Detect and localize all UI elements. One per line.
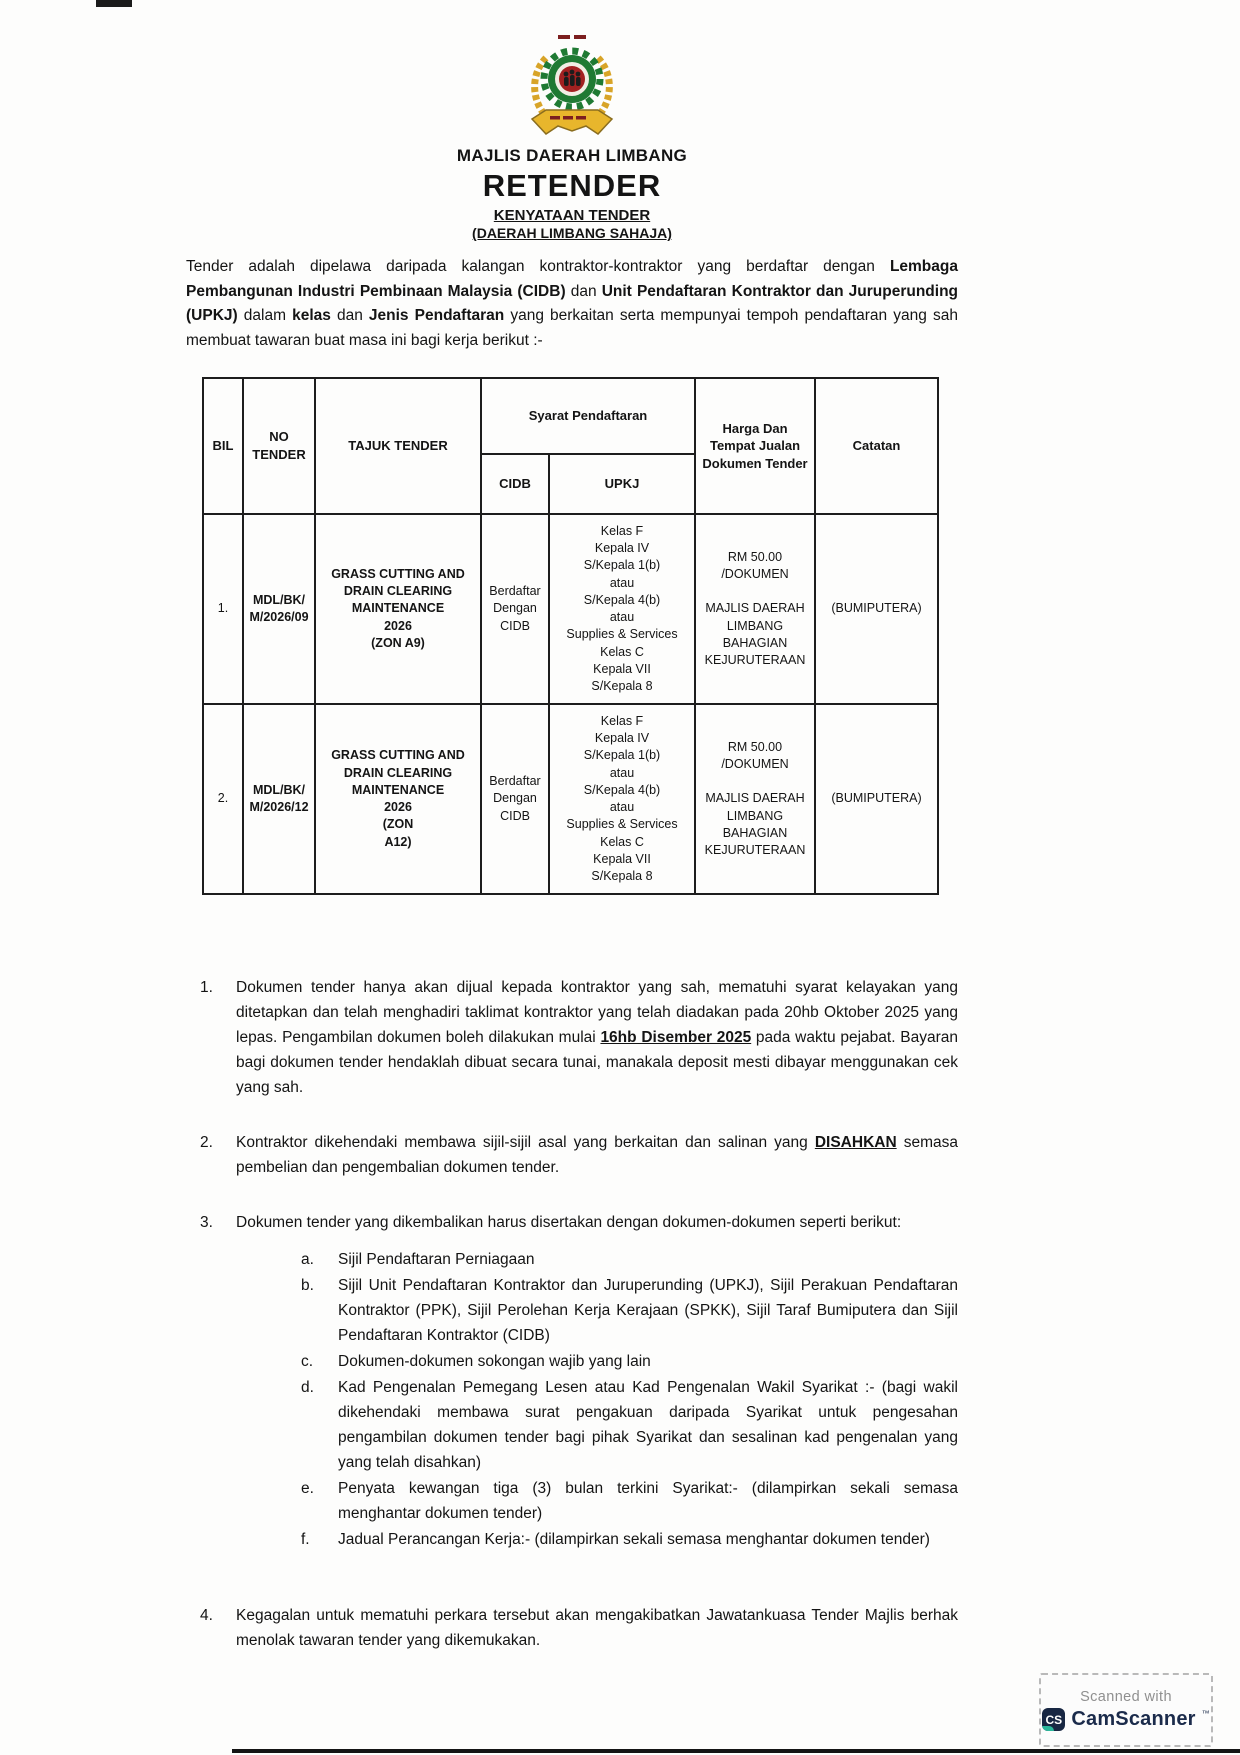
note-number: 1.	[200, 979, 213, 996]
camscanner-name: CamScanner	[1071, 1708, 1196, 1730]
document-header	[186, 34, 958, 241]
intro-text: Tender adalah dipelawa daripada kalangan kontraktor-kontraktor yang berdaftar dengan	[186, 258, 890, 275]
col-header-cidb: CIDB	[481, 454, 549, 514]
cell-bil: 1.	[203, 514, 243, 704]
council-crest-icon	[520, 34, 624, 140]
required-documents-list	[301, 1247, 958, 1552]
disahkan-emphasis: DISAHKAN	[814, 1134, 897, 1151]
note-2	[200, 1130, 958, 1180]
cell-upkj: Kelas F Kepala IV S/Kepala 1(b) atau S/Kepala 4(b) atau Supplies & Services Kelas C Kepala VII S/Kepala 8	[549, 704, 695, 894]
camscanner-badge	[1039, 1673, 1213, 1747]
deadline-emphasis: 16hb Disember 2025	[600, 1029, 752, 1046]
document-subtitle: KENYATAAN TENDER	[493, 207, 651, 224]
cell-cidb: Berdaftar Dengan CIDB	[481, 514, 549, 704]
tender-table	[202, 377, 939, 895]
list-item: d. Kad Pengenalan Pemegang Lesen atau Kad Pengenalan Wakil Syarikat :- (bagi wakil dikehendaki membawa surat pengakuan daripada Syarikat untuk pengesahan pengambilan dokumen tender bagi pihak Syarikat dan sesalinan kad pengenalan yang yang telah disahkan)	[301, 1379, 958, 1471]
list-item: e. Penyata kewangan tiga (3) bulan terkini Syarikat:- (dilampirkan sekali semasa menghantar dokumen tender)	[301, 1480, 958, 1522]
note-text: Kegagalan untuk mematuhi perkara tersebut akan mengakibatkan Jawatankuasa Tender Majlis berhak menolak tawaran tender yang dikemukakan.	[236, 1607, 958, 1649]
intro-paragraph: Tender adalah dipelawa daripada kalangan kontraktor-kontraktor yang berdaftar dengan Lembaga Pembangunan Industri Pembinaan Malaysia (CIDB) dan Unit Pendaftaran Kontraktor dan Juruperunding (UPKJ) dalam kelas dan Jenis Pendaftaran yang berkaitan serta mempunyai tempoh pendaftaran yang sah membuat tawaran buat masa ini bagi kerja berikut :-	[186, 258, 958, 349]
cell-catatan: (BUMIPUTERA)	[815, 704, 938, 894]
col-header-harga: Harga Dan Tempat Jualan Dokumen Tender	[695, 378, 815, 514]
org-name: MAJLIS DAERAH LIMBANG	[456, 146, 688, 165]
scanned-with-label: Scanned with	[1080, 1689, 1172, 1705]
col-header-upkj: UPKJ	[549, 454, 695, 514]
note-number: 2.	[200, 1134, 213, 1151]
cell-upkj: Kelas F Kepala IV S/Kepala 1(b) atau S/Kepala 4(b) atau Supplies & Services Kelas C Kepala VII S/Kepala 8	[549, 514, 695, 704]
cell-cidb: Berdaftar Dengan CIDB	[481, 704, 549, 894]
col-header-no-tender: NO TENDER	[243, 378, 315, 514]
table-row	[203, 514, 938, 704]
note-4	[200, 1603, 958, 1653]
cell-no-tender: MDL/BK/ M/2026/12	[243, 704, 315, 894]
list-item: a. Sijil Pendaftaran Perniagaan	[301, 1251, 535, 1268]
note-number: 4.	[200, 1607, 213, 1624]
note-number: 3.	[200, 1214, 213, 1231]
cell-no-tender: MDL/BK/ M/2026/09	[243, 514, 315, 704]
intro-bold-jenis: Jenis Pendaftaran	[368, 307, 505, 324]
table-row	[203, 704, 938, 894]
document-subtitle-area: (DAERAH LIMBANG SAHAJA)	[472, 225, 672, 241]
list-item: f. Jadual Perancangan Kerja:- (dilampirkan sekali semasa menghantar dokumen tender)	[301, 1531, 930, 1548]
note-1	[200, 975, 958, 1100]
col-header-syarat: Syarat Pendaftaran	[481, 378, 695, 454]
camscanner-logo-icon: CS	[1042, 1708, 1065, 1731]
cell-bil: 2.	[203, 704, 243, 894]
list-item: c. Dokumen-dokumen sokongan wajib yang lain	[301, 1353, 651, 1370]
cell-harga: RM 50.00 /DOKUMEN MAJLIS DAERAH LIMBANG BAHAGIAN KEJURUTERAAN	[695, 704, 815, 894]
cell-harga: RM 50.00 /DOKUMEN MAJLIS DAERAH LIMBANG BAHAGIAN KEJURUTERAAN	[695, 514, 815, 704]
cell-catatan: (BUMIPUTERA)	[815, 514, 938, 704]
cell-tajuk: GRASS CUTTING AND DRAIN CLEARING MAINTENANCE 2026 (ZON A12)	[315, 704, 481, 894]
notes-section	[186, 975, 958, 1653]
cell-tajuk: GRASS CUTTING AND DRAIN CLEARING MAINTENANCE 2026 (ZON A9)	[315, 514, 481, 704]
intro-bold-upkj: Unit Pendaftaran Kontraktor dan Juruperunding (UPKJ)	[186, 282, 958, 324]
scan-artifact-bottom	[232, 1749, 1240, 1753]
trademark-symbol: ™	[1201, 1709, 1210, 1718]
note-text: Kontraktor dikehendaki membawa sijil-sijil asal yang berkaitan dan salinan yang DISAHKAN semasa pembelian dan pengembalian dokumen tender.	[236, 1134, 958, 1176]
col-header-catatan: Catatan	[815, 378, 938, 514]
intro-bold-cidb: Lembaga Pembangunan Industri Pembinaan Malaysia (CIDB)	[186, 258, 958, 300]
note-3	[200, 1210, 958, 1553]
tender-notice	[186, 34, 958, 1683]
note-text: Dokumen tender yang dikembalikan harus disertakan dengan dokumen-dokumen seperti berikut: a. Sijil Pendaftaran Perniagaan b. Sijil Unit Pendaftaran Kontraktor dan Juruperunding (UPKJ), Sijil Perakuan Pendaftaran Kontraktor (PPK), Sijil Perolehan Kerja Kerajaan (SPKK), Sijil Taraf Bumiputera dan Sijil Pendaftaran Kontraktor (CIDB) c. Dokumen-dokumen sokongan wajib yang lain d. Kad Pengenalan Pemegang Lesen atau Kad Pengenalan Wakil Syarikat :- (bagi wakil dikehendaki membawa surat pengakuan daripada Syarikat untuk pengesahan pengambilan dokumen tender bagi pihak Syarikat dan sesalinan kad pengenalan yang yang telah disahkan) e. Penyata kewangan tiga (3) bulan terkini Syarikat:- (dilampirkan sekali semasa menghantar dokumen tender) f. Jadual Perancangan Kerja:- (dilampirkan sekali semasa menghantar dokumen tender)	[236, 1210, 958, 1553]
intro-bold-kelas: kelas	[292, 307, 331, 324]
list-item: b. Sijil Unit Pendaftaran Kontraktor dan Juruperunding (UPKJ), Sijil Perakuan Pendaftaran Kontraktor (PPK), Sijil Perolehan Kerja Kerajaan (SPKK), Sijil Taraf Bumiputera dan Sijil Pendaftaran Kontraktor (CIDB)	[301, 1277, 958, 1344]
scan-artifact-top	[96, 0, 132, 7]
col-header-bil: BIL	[203, 378, 243, 514]
col-header-tajuk: TAJUK TENDER	[315, 378, 481, 514]
document-title: RETENDER	[482, 168, 662, 203]
note-text: Dokumen tender hanya akan dijual kepada kontraktor yang sah, mematuhi syarat kelayakan yang ditetapkan dan telah menghadiri taklimat kontraktor yang telah diadakan pada 20hb Oktober 2025 yang lepas. Pengambilan dokumen boleh dilakukan mulai 16hb Disember 2025 pada waktu pejabat. Bayaran bagi dokumen tender hendaklah dibuat secara tunai, manakala deposit mesti dibayar menggunakan cek yang sah.	[236, 979, 958, 1096]
camscanner-brand-row	[1042, 1708, 1209, 1731]
